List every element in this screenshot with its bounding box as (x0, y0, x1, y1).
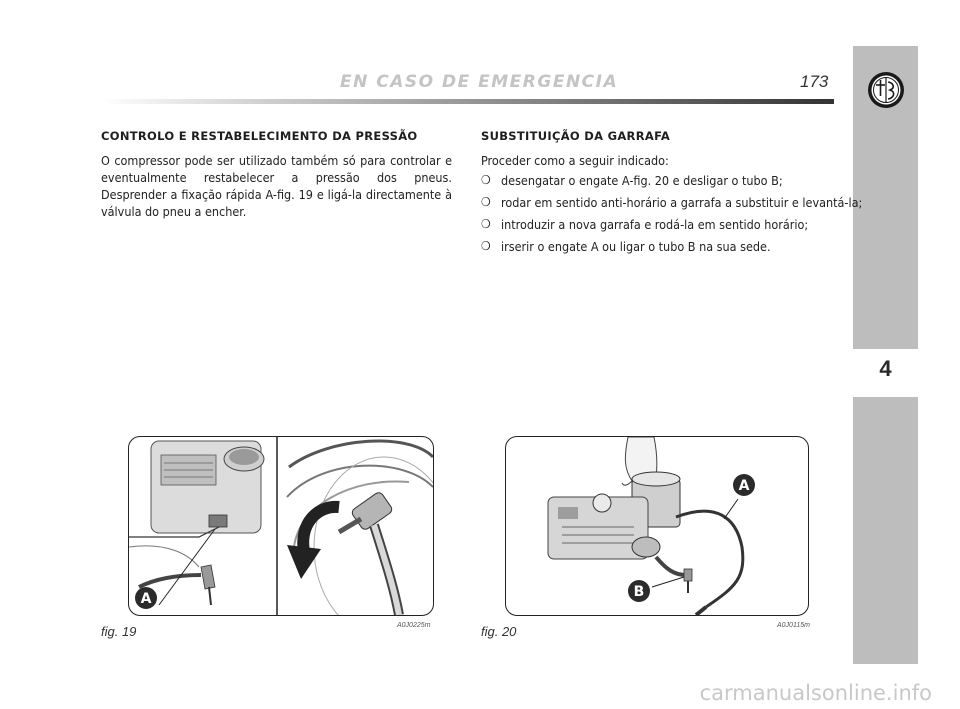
left-heading: CONTROLO E RESTABELECIMENTO DA PRESSÃO (101, 129, 418, 143)
alfa-romeo-badge-icon (867, 71, 905, 109)
bullet-icon: ❍ (481, 173, 491, 187)
page-number: 173 (800, 72, 829, 91)
right-intro-text: Proceder como a seguir indicado: (481, 153, 669, 168)
callout-a-label: A (140, 591, 152, 607)
section-title: EN CASO DE EMERGENCIA (340, 72, 619, 92)
right-heading: SUBSTITUIÇÃO DA GARRAFA (481, 129, 671, 143)
procedure-list (481, 172, 862, 260)
list-item: ❍ irserir o engate A ou ligar o tubo B na sua sede. (481, 239, 771, 254)
list-item: ❍ introduzir a nova garrafa e rodá-la em sentido horário; (481, 217, 809, 232)
header-rule (100, 99, 834, 104)
figure-20-caption: fig. 20 (481, 624, 517, 639)
figure-19-illustration (128, 436, 434, 616)
figure-19-code: A0J0225m (397, 622, 431, 629)
side-tab-bottom (853, 397, 918, 664)
bullet-icon: ❍ (481, 195, 491, 209)
compressor-valve-drawing (129, 437, 433, 615)
bullet-icon: ❍ (481, 239, 491, 253)
figure-19-caption: fig. 19 (101, 624, 137, 639)
left-body-text: O compressor pode ser utilizado também só para controlar e eventualmente restabelecer a pressão dos pneus. Desprender a fixação rápida A-fig. 19 e ligá-la directamente à válvula do pneu a encher. (101, 153, 452, 219)
bullet-icon: ❍ (481, 217, 491, 231)
list-item: ❍ rodar em sentido anti-horário a garrafa a substituir e levantá-la; (481, 195, 863, 210)
footer-watermark: carmanualsonline.info (0, 678, 960, 709)
callout-a-label: A (738, 478, 750, 494)
chapter-number: 4 (879, 356, 892, 381)
list-item: ❍ desengatar o engate A-fig. 20 e desligar o tubo B; (481, 173, 783, 188)
callout-b-label: B (633, 584, 645, 600)
bottle-replacement-drawing (506, 437, 808, 615)
figure-20-code: A0J0115m (777, 622, 810, 629)
figure-20-illustration (505, 436, 809, 616)
